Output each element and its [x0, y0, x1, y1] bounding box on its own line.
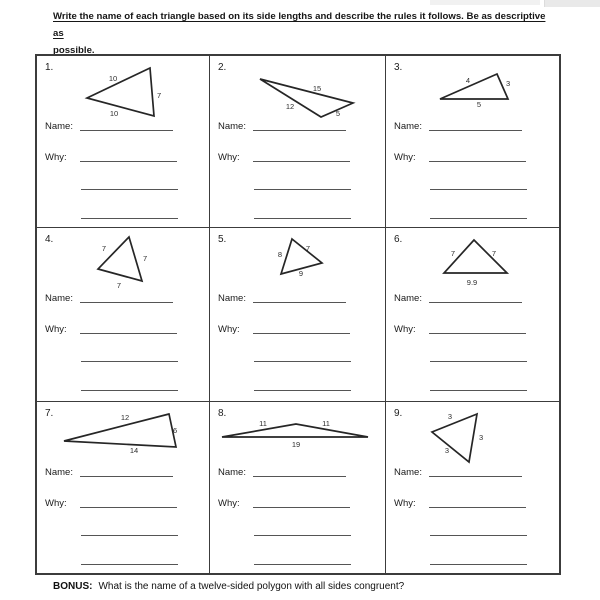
- why-label: Why:: [218, 324, 240, 335]
- problem-cell-3: [386, 56, 559, 228]
- problem-number: 2.: [218, 62, 227, 73]
- bonus-label: BONUS:: [53, 581, 93, 592]
- why-answer-line[interactable]: [429, 149, 526, 162]
- why-answer-line-3[interactable]: [81, 205, 178, 219]
- side-length-label: 12: [285, 102, 295, 111]
- triangle-figure: [37, 58, 210, 124]
- problem-number: 7.: [45, 408, 54, 419]
- why-answer-line-2[interactable]: [254, 176, 351, 190]
- why-answer-line-3[interactable]: [81, 377, 178, 391]
- side-length-label: 7: [143, 254, 148, 263]
- problem-number: 3.: [394, 62, 403, 73]
- name-label: Name:: [218, 293, 246, 304]
- cutoff-corner-artifact: [544, 0, 600, 7]
- name-answer-line[interactable]: [80, 118, 173, 131]
- problem-cell-2: [210, 56, 386, 228]
- name-label: Name:: [45, 121, 73, 132]
- why-label: Why:: [394, 498, 416, 509]
- problem-cell-4: [37, 228, 210, 402]
- triangle-figure: [386, 404, 559, 470]
- why-answer-line[interactable]: [80, 495, 177, 508]
- why-answer-line-2[interactable]: [430, 176, 527, 190]
- side-length-label: 4: [465, 76, 471, 85]
- problem-cell-5: [210, 228, 386, 402]
- why-label: Why:: [218, 152, 240, 163]
- name-answer-line[interactable]: [429, 118, 522, 131]
- triangle-figure: [210, 404, 383, 470]
- why-label: Why:: [218, 498, 240, 509]
- problem-cell-6: [386, 228, 559, 402]
- problem-number: 1.: [45, 62, 54, 73]
- name-label: Name:: [218, 467, 246, 478]
- side-length-label: 5: [476, 100, 482, 109]
- name-answer-line[interactable]: [80, 290, 173, 303]
- why-answer-line-3[interactable]: [430, 205, 527, 219]
- problem-number: 9.: [394, 408, 403, 419]
- why-answer-line-2[interactable]: [81, 522, 178, 536]
- why-answer-line-2[interactable]: [81, 176, 178, 190]
- triangle-figure: [37, 404, 210, 470]
- side-length-label: 3: [447, 412, 453, 421]
- triangle-figure: [386, 58, 559, 124]
- bonus-text: What is the name of a twelve-sided polygon with all sides congruent?: [98, 581, 405, 592]
- problem-number: 8.: [218, 408, 227, 419]
- name-answer-line[interactable]: [429, 290, 522, 303]
- problem-number: 6.: [394, 234, 403, 245]
- triangle-figure: [210, 230, 383, 296]
- name-answer-line[interactable]: [80, 464, 173, 477]
- why-answer-line-2[interactable]: [81, 348, 178, 362]
- instructions-line-1: Write the name of each triangle based on its side lengths and describe the rules it follows. Be as descriptive as: [53, 11, 546, 39]
- why-answer-line[interactable]: [253, 321, 350, 334]
- triangle-figure: [210, 58, 383, 124]
- side-length-label: 15: [312, 84, 322, 93]
- side-length-label: 5: [335, 109, 341, 118]
- instructions: [53, 8, 555, 59]
- side-length-label: 7: [450, 249, 456, 258]
- why-answer-line-3[interactable]: [254, 377, 351, 391]
- bonus-question: [53, 581, 404, 592]
- why-label: Why:: [45, 498, 67, 509]
- side-length-label: 14: [129, 446, 139, 455]
- side-length-label: 19: [291, 440, 301, 449]
- side-length-label: 7: [305, 244, 311, 253]
- side-length-label: 11: [322, 419, 330, 428]
- name-answer-line[interactable]: [429, 464, 522, 477]
- why-label: Why:: [394, 152, 416, 163]
- side-length-label: 9.9: [466, 278, 478, 287]
- why-label: Why:: [394, 324, 416, 335]
- name-label: Name:: [218, 121, 246, 132]
- side-length-label: 7: [101, 244, 107, 253]
- name-answer-line[interactable]: [253, 290, 346, 303]
- triangle-outline: [87, 68, 154, 116]
- triangle-figure: [386, 230, 559, 296]
- problems-grid: [35, 54, 561, 575]
- problem-cell-9: [386, 402, 559, 573]
- why-answer-line[interactable]: [429, 495, 526, 508]
- why-answer-line-2[interactable]: [430, 348, 527, 362]
- why-answer-line[interactable]: [80, 321, 177, 334]
- cutoff-header-artifact: [430, 0, 540, 5]
- name-answer-line[interactable]: [253, 464, 346, 477]
- name-answer-line[interactable]: [253, 118, 346, 131]
- side-length-label: 8: [277, 250, 283, 259]
- why-answer-line-3[interactable]: [254, 205, 351, 219]
- why-answer-line-3[interactable]: [81, 551, 178, 565]
- side-length-label: 6: [173, 426, 178, 435]
- side-length-label: 10: [109, 109, 119, 118]
- side-length-label: 3: [506, 79, 511, 88]
- why-answer-line-3[interactable]: [430, 551, 527, 565]
- why-answer-line[interactable]: [429, 321, 526, 334]
- side-length-label: 7: [116, 281, 122, 290]
- side-length-label: 10: [108, 74, 118, 83]
- problem-cell-8: [210, 402, 386, 573]
- side-length-label: 9: [298, 269, 304, 278]
- triangle-figure: [37, 230, 210, 296]
- why-answer-line-2[interactable]: [254, 348, 351, 362]
- why-answer-line-3[interactable]: [254, 551, 351, 565]
- why-label: Why:: [45, 152, 67, 163]
- why-answer-line[interactable]: [80, 149, 177, 162]
- why-answer-line-3[interactable]: [430, 377, 527, 391]
- side-length-label: 7: [157, 91, 162, 100]
- side-length-label: 12: [120, 413, 130, 422]
- why-answer-line-2[interactable]: [254, 522, 351, 536]
- problem-number: 4.: [45, 234, 54, 245]
- name-label: Name:: [394, 293, 422, 304]
- side-length-label: 7: [491, 249, 497, 258]
- triangle-outline: [440, 74, 511, 99]
- side-length-label: 11: [259, 419, 267, 428]
- name-label: Name:: [394, 467, 422, 478]
- why-label: Why:: [45, 324, 67, 335]
- side-length-label: 3: [444, 446, 450, 455]
- problem-cell-1: [37, 56, 210, 228]
- triangle-outline: [432, 414, 477, 462]
- why-answer-line-2[interactable]: [430, 522, 527, 536]
- problem-number: 5.: [218, 234, 227, 245]
- why-answer-line[interactable]: [253, 495, 350, 508]
- side-length-label: 3: [479, 433, 484, 442]
- name-label: Name:: [45, 293, 73, 304]
- name-label: Name:: [45, 467, 73, 478]
- problem-cell-7: [37, 402, 210, 573]
- name-label: Name:: [394, 121, 422, 132]
- triangle-outline: [222, 424, 368, 437]
- why-answer-line[interactable]: [253, 149, 350, 162]
- instructions-line-2: possible.: [53, 45, 95, 56]
